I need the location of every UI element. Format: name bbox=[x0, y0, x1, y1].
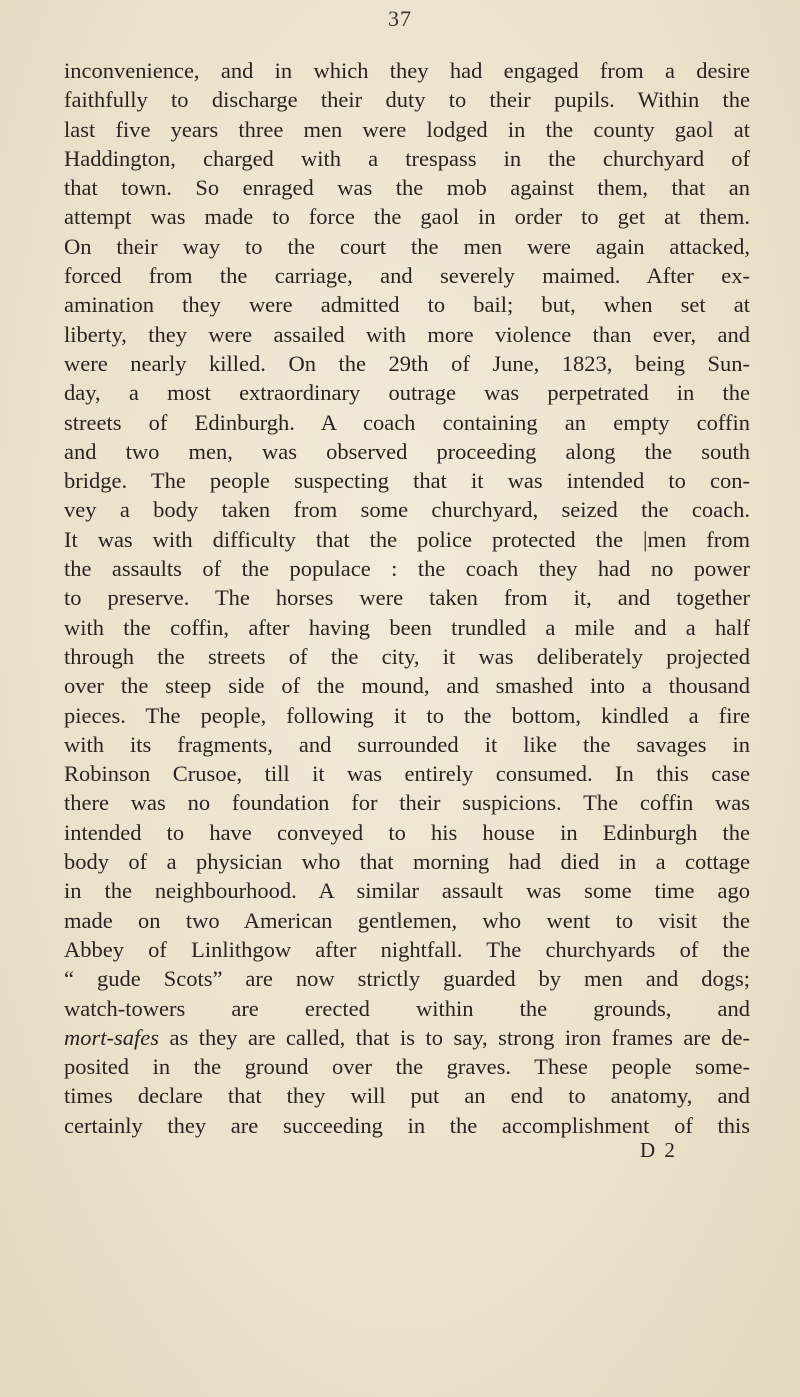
text-line: intended to have conveyed to his house in Edinburgh the bbox=[64, 819, 750, 845]
text-line: with the coffin, after having been trundled a mile and a half bbox=[64, 614, 750, 640]
text-line: last five years three men were lodged in the county gaol at bbox=[64, 116, 750, 142]
italic-term: mort-safes bbox=[64, 1024, 159, 1050]
text-line: that town. So enraged was the mob against them, that an bbox=[64, 175, 750, 201]
text-line: attempt was made to force the gaol in order to get at them. bbox=[64, 204, 750, 230]
signature-mark: D 2 bbox=[640, 1137, 677, 1162]
text-line: times declare that they will put an end to anatomy, and bbox=[64, 1083, 750, 1109]
text-line: Abbey of Linlithgow after nightfall. The churchyards of the bbox=[64, 936, 750, 962]
text-line: liberty, they were assailed with more violence than ever, and bbox=[64, 321, 750, 347]
text-line: streets of Edinburgh. A coach containing an empty coffin bbox=[64, 409, 750, 435]
text-line: the assaults of the populace : the coach they had no power bbox=[64, 556, 750, 582]
text-line: body of a physician who that morning had died in a cottage bbox=[64, 849, 750, 875]
page-number: 37 bbox=[388, 6, 412, 31]
text-line: It was with difficulty that the police protected the |men from bbox=[64, 526, 750, 552]
text-line: with its fragments, and surrounded it like the savages in bbox=[64, 731, 750, 757]
text-line: Haddington, charged with a trespass in the churchyard of bbox=[64, 145, 750, 171]
text-line: Robinson Crusoe, till it was entirely consumed. In this case bbox=[64, 761, 750, 787]
text-line: inconvenience, and in which they had engaged from a desire bbox=[64, 58, 750, 83]
text-line: made on two American gentlemen, who went to visit the bbox=[64, 907, 750, 933]
text-line: through the streets of the city, it was deliberately projected bbox=[64, 643, 750, 669]
text-line: faithfully to discharge their duty to their pupils. Within the bbox=[64, 87, 750, 113]
text-line: to preserve. The horses were taken from it, and together bbox=[64, 585, 750, 611]
text-line: On their way to the court the men were again attacked, bbox=[64, 233, 750, 259]
text-line: in the neighbourhood. A similar assault was some time ago bbox=[64, 878, 750, 904]
text-line: were nearly killed. On the 29th of June, 1823, being Sun- bbox=[64, 350, 750, 376]
text-line: vey a body taken from some churchyard, seized the coach. bbox=[64, 497, 750, 523]
text-line: pieces. The people, following it to the bottom, kindled a fire bbox=[64, 702, 750, 728]
text-line: bridge. The people suspecting that it was intended to con- bbox=[64, 468, 750, 494]
text-line: over the steep side of the mound, and smashed into a thousand bbox=[64, 673, 750, 699]
text-line: and two men, was observed proceeding along the south bbox=[64, 438, 750, 464]
text-line: certainly they are succeeding in the accomplishment of this bbox=[64, 1112, 750, 1138]
text-line: “ gude Scots” are now strictly guarded by men and dogs; bbox=[64, 966, 750, 992]
text-line: day, a most extraordinary outrage was perpetrated in the bbox=[64, 380, 750, 406]
text-line: forced from the carriage, and severely maimed. After ex- bbox=[64, 263, 750, 289]
text-line-tail: as they are called, that is to say, strong iron frames are de- bbox=[169, 1024, 750, 1050]
text-line-italic-phrase bbox=[64, 1023, 750, 1052]
body-text bbox=[64, 56, 750, 1140]
text-line: posited in the ground over the graves. These people some- bbox=[64, 1054, 750, 1080]
text-line: watch-towers are erected within the grounds, and bbox=[64, 995, 750, 1021]
text-line: there was no foundation for their suspicions. The coffin was bbox=[64, 790, 750, 816]
text-line: amination they were admitted to bail; but, when set at bbox=[64, 292, 750, 318]
